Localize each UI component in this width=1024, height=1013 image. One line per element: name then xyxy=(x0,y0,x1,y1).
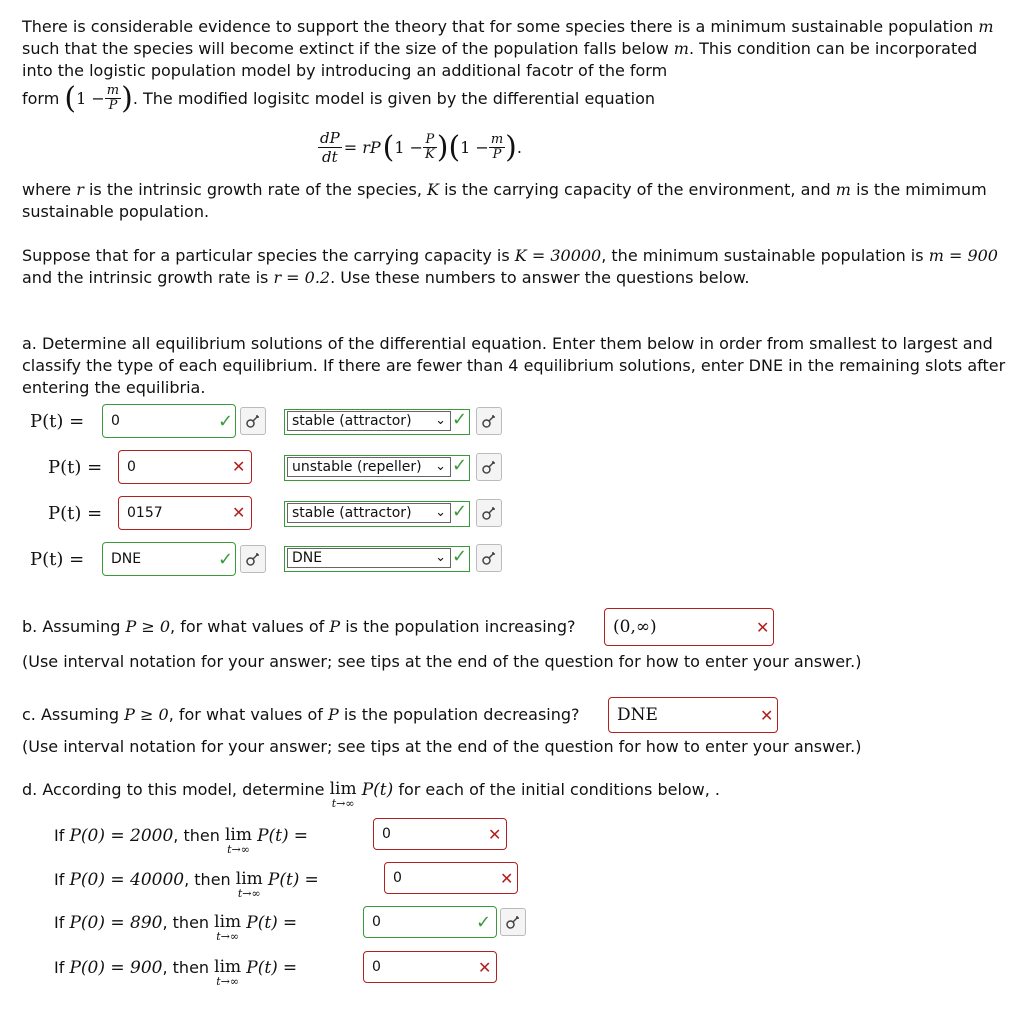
check-icon: ✓ xyxy=(218,549,234,570)
equilibrium-label-4: P(t) = xyxy=(30,549,85,570)
cross-icon: ✕ xyxy=(232,457,246,476)
limit-row-2: If P(0) = 40000 , then lim t→∞ P(t) = xyxy=(54,869,319,900)
equilibrium-input-4[interactable]: DNE xyxy=(102,542,236,576)
intro-var-m2: m xyxy=(673,39,689,58)
part-b-note: (Use interval notation for your answer; see tips at the end of the question for how to enter your answer.) xyxy=(22,652,862,671)
key-icon[interactable] xyxy=(476,544,502,572)
intro-text-2: such that the species will become extinct if the size of the population falls below xyxy=(22,39,669,58)
key-icon[interactable] xyxy=(500,908,526,936)
chevron-down-icon: ⌄ xyxy=(435,550,446,565)
chevron-down-icon: ⌄ xyxy=(435,505,446,520)
limit-input-4[interactable]: 0 xyxy=(363,951,497,983)
cross-icon: ✕ xyxy=(488,825,502,844)
factor-form-line: form ( 1 − $\frac{m}{P}$ ) . The modified logisitc model is given by the differential equation xyxy=(22,80,656,116)
equilibrium-label-3: P(t) = xyxy=(48,503,103,524)
differential-equation: $\frac{dP}{dt}$ = rP ( 1 − $\frac{P}{K}$ ) ( 1 − $\frac{m}{P}$ ) . xyxy=(320,128,522,166)
intro-text-1: There is considerable evidence to support the theory that for some species there is a minimum sustainable population xyxy=(22,17,974,36)
decreasing-interval-input[interactable]: DNE xyxy=(608,697,778,733)
equilibrium-label-1: P(t) = xyxy=(30,411,85,432)
intro-paragraph-2: where r is the intrinsic growth rate of the species, K is the carrying capacity of the environment, and m is the mimimum sustainable population. xyxy=(22,180,987,221)
key-icon[interactable] xyxy=(476,407,502,435)
intro-text-3: . This condition can be incorporated into the logistic population model by introducing an additional facotr of the form xyxy=(22,39,978,80)
equilibrium-input-2[interactable]: 0 xyxy=(118,450,252,484)
check-icon: ✓ xyxy=(452,409,468,430)
limit-row-3: If P(0) = 890 , then lim t→∞ P(t) = xyxy=(54,912,298,943)
cross-icon: ✕ xyxy=(500,869,514,888)
part-b-prompt: b. Assuming P ≥ 0, for what values of P is the population increasing? xyxy=(22,617,576,636)
classification-select-3[interactable]: stable (attractor) ⌄ xyxy=(287,503,451,523)
check-icon: ✓ xyxy=(452,501,468,522)
cross-icon: ✕ xyxy=(756,618,770,637)
limit-row-1: If P(0) = 2000 , then lim t→∞ P(t) = xyxy=(54,825,308,856)
check-icon: ✓ xyxy=(452,546,468,567)
part-c-prompt: c. Assuming P ≥ 0, for what values of P is the population decreasing? xyxy=(22,705,580,724)
part-a-prompt: a. Determine all equilibrium solutions of the differential equation. Enter them below in order from smallest to largest and classify the type of each equilibrium. If there are fewer than 4 equilibrium solutions, enter DNE in the remaining slots after entering the equilibria. xyxy=(22,334,1006,397)
intro-paragraph xyxy=(22,16,1007,82)
part-d-prompt: d. According to this model, determine lim t→∞ P(t) for each of the initial conditions below, . xyxy=(22,779,721,810)
limit-input-1[interactable]: 0 xyxy=(373,818,507,850)
part-c-note: (Use interval notation for your answer; see tips at the end of the question for how to enter your answer.) xyxy=(22,737,862,756)
classification-select-1[interactable]: stable (attractor) ⌄ xyxy=(287,411,451,431)
check-icon: ✓ xyxy=(452,455,468,476)
limit-row-4: If P(0) = 900 , then lim t→∞ P(t) = xyxy=(54,957,298,988)
chevron-down-icon: ⌄ xyxy=(435,413,446,428)
intro-text-4: . The modified logisitc model is given by the differential equation xyxy=(132,88,656,108)
cross-icon: ✕ xyxy=(232,503,246,522)
key-icon[interactable] xyxy=(240,545,266,573)
intro-var-m: m xyxy=(978,17,994,36)
equilibrium-input-1[interactable]: 0 xyxy=(102,404,236,438)
limit-input-2[interactable]: 0 xyxy=(384,862,518,894)
intro-paragraph-3: Suppose that for a particular species the carrying capacity is K = 30000, the minimum sustainable population is m = 900 and the intrinsic growth rate is r = 0.2. Use these numbers to answer the questions below. xyxy=(22,246,998,287)
classification-select-2[interactable]: unstable (repeller) ⌄ xyxy=(287,457,451,477)
check-icon: ✓ xyxy=(476,912,492,933)
cross-icon: ✕ xyxy=(760,706,774,725)
key-icon[interactable] xyxy=(240,407,266,435)
key-icon[interactable] xyxy=(476,499,502,527)
cross-icon: ✕ xyxy=(478,958,492,977)
classification-select-4[interactable]: DNE ⌄ xyxy=(287,548,451,568)
equilibrium-label-2: P(t) = xyxy=(48,457,103,478)
factor-one-minus: 1 − xyxy=(76,88,105,108)
key-icon[interactable] xyxy=(476,453,502,481)
increasing-interval-input[interactable]: (0,∞) xyxy=(604,608,774,646)
equilibrium-input-3[interactable]: 0157 xyxy=(118,496,252,530)
check-icon: ✓ xyxy=(218,411,234,432)
factor-fraction: $\frac{m}{P}$ xyxy=(106,82,120,113)
chevron-down-icon: ⌄ xyxy=(435,459,446,474)
limit-input-3[interactable]: 0 xyxy=(363,906,497,938)
